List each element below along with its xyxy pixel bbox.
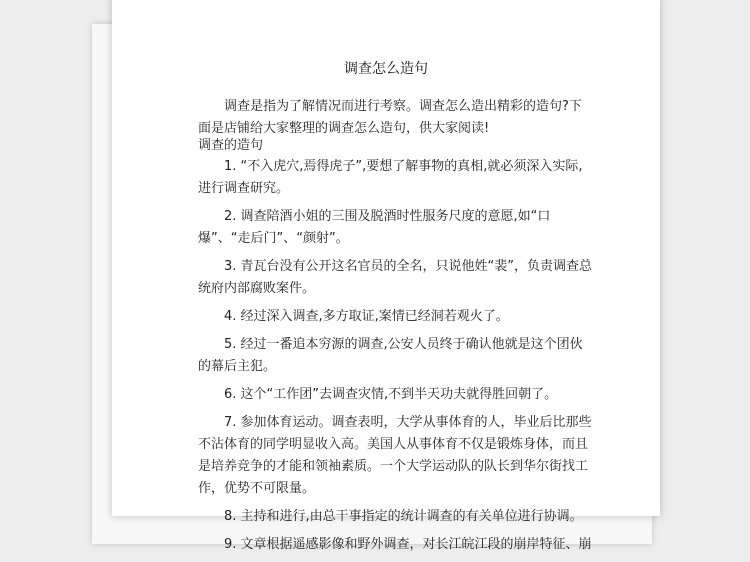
sentence-item: 8. 主持和进行,由总干事指定的统计调查的有关单位进行协调。 (224, 509, 583, 524)
document-title: 调查怎么造句 (344, 61, 428, 77)
sentence-item: 3. 青瓦台没有公开这名官员的全名，只说他姓“裴”，负责调查总统府内部腐败案件。 (198, 259, 593, 296)
sentence-item: 4. 经过深入调查,多方取证,案情已经洞若观火了。 (224, 309, 509, 324)
document-page (112, 0, 660, 552)
sentence-item: 7. 参加体育运动。调查表明，大学从事体育的人，毕业后比那些不沾体育的同学明显收入高。美国人从事体育不仅是锻炼身体，而且是培养竞争的才能和领袖素质。一个大学运动队的队长到华尔街找工作，优势不可限量。 (198, 415, 592, 496)
sentence-item: 1. “不入虎穴,焉得虎子”,要想了解事物的真相,就必须深入实际,进行调查研究。 (198, 159, 583, 196)
sentence-item: 9. 文章根据遥感影像和野外调查，对长江皖江段的崩岸特征、崩 (224, 537, 592, 552)
sentence-list (198, 156, 592, 562)
sentence-item: 6. 这个“工作团”去调查灾情,不到半天功夫就得胜回朝了。 (224, 387, 558, 402)
section-heading: 调查的造句 (198, 138, 264, 153)
intro-paragraph: 调查是指为了解情况而进行考察。调查怎么造出精彩的造句?下面是店铺给大家整理的调查怎么造句，供大家阅读! (198, 99, 582, 136)
sentence-item: 2. 调查陪酒小姐的三围及脱酒时性服务尺度的意愿,如“口爆”、“走后门”、“颜射”。 (198, 209, 551, 246)
sentence-item: 5. 经过一番追本穷源的调查,公安人员终于确认他就是这个团伙的幕后主犯。 (198, 337, 583, 374)
